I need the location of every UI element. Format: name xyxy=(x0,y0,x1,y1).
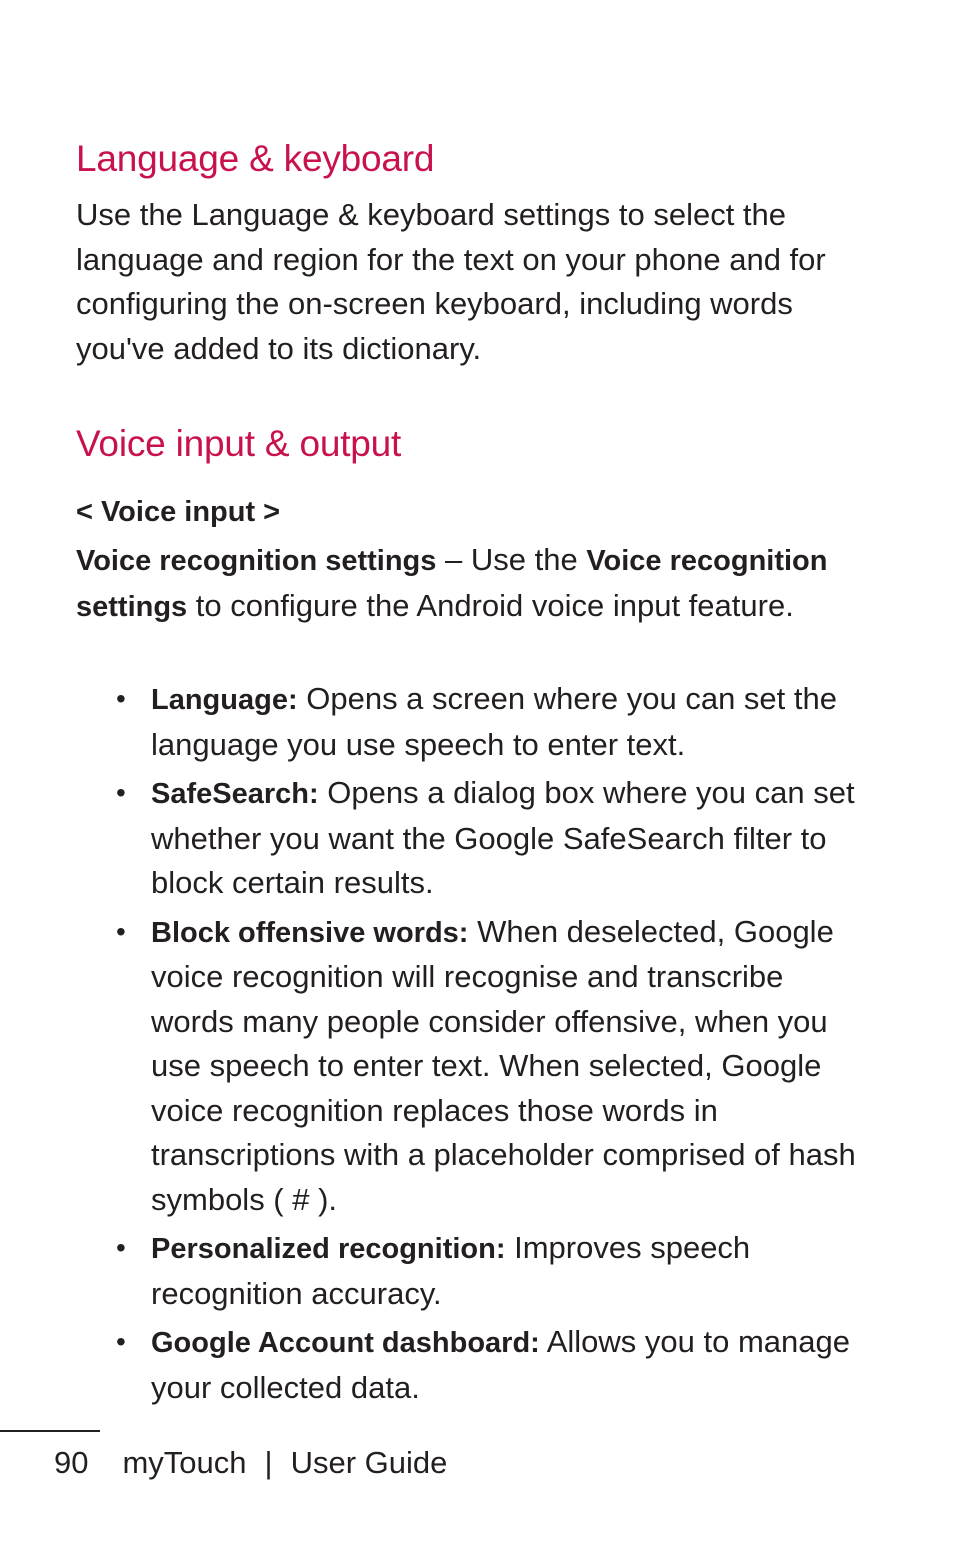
page-number: 90 xyxy=(54,1445,89,1480)
heading-language-keyboard: Language & keyboard xyxy=(76,138,435,179)
footer-separator: | xyxy=(264,1445,273,1480)
list-item-text: Allows you to manage your collected data. xyxy=(151,1324,851,1405)
list-item-personalized-recognition xyxy=(76,1226,866,1316)
voice-settings-list xyxy=(76,677,866,1414)
bullet-icon: • xyxy=(116,777,126,808)
list-item-term: Personalized recognition: xyxy=(151,1233,506,1265)
heading-voice-input-output: Voice input & output xyxy=(76,423,402,464)
paragraph-voice-recognition-settings xyxy=(76,538,856,629)
term-voice-recognition-settings-2: Voice recognition settings xyxy=(76,545,828,623)
list-item-term: Block offensive words: xyxy=(151,916,469,949)
list-item-text: Opens a dialog box where you can set whether you want the Google SafeSearch filter to block certain results. xyxy=(151,775,855,900)
footer-guide: User Guide xyxy=(290,1445,448,1480)
paragraph-language-keyboard: Use the Language & keyboard settings to select the language and region for the text on your phone and for configuring the on-screen keyboard, including words you've added to its dictionary. xyxy=(76,197,826,366)
footer-product: myTouch xyxy=(122,1445,247,1480)
bullet-icon: • xyxy=(116,915,126,947)
list-item-text: Opens a screen where you can set the language you use speech to enter text. xyxy=(151,681,837,762)
list-item-block-offensive-words xyxy=(76,910,866,1223)
bullet-icon: • xyxy=(116,683,126,714)
list-item-google-account-dashboard xyxy=(76,1320,866,1410)
term-voice-recognition-settings: Voice recognition settings xyxy=(76,545,437,577)
list-item-language xyxy=(76,677,866,767)
list-item-text: When deselected, Google voice recognition will recognise and transcribe words many people consider offensive, when you use speech to enter text. When selected, Google voice recognition replaces those words in transcriptions with a placeholder comprised of hash symbols ( # ). xyxy=(151,913,856,1217)
list-item-text: Improves speech recognition accuracy. xyxy=(151,1230,751,1311)
list-item-term: Language: xyxy=(151,684,298,716)
bullet-icon: • xyxy=(116,1326,126,1357)
page-footer xyxy=(54,1440,447,1486)
list-item-safesearch xyxy=(76,771,866,906)
list-item-term: SafeSearch: xyxy=(151,778,319,810)
list-item-term: Google Account dashboard: xyxy=(151,1327,540,1359)
footer-divider xyxy=(0,1430,100,1432)
bullet-icon: • xyxy=(116,1232,126,1263)
intro-text-2: to configure the Android voice input feature. xyxy=(187,587,794,623)
intro-text-1: – Use the xyxy=(436,542,587,577)
subheading-voice-input: < Voice input > xyxy=(76,496,281,528)
